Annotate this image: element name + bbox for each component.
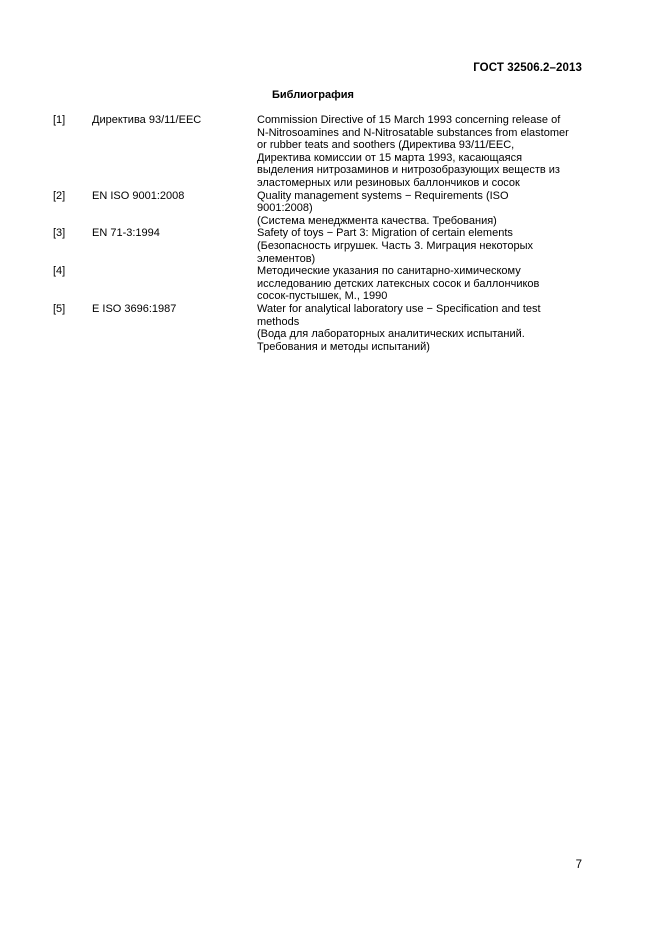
entry-code: Директива 93/11/EEC <box>92 114 202 126</box>
bibliography-list <box>53 114 583 353</box>
entry-description: Quality management systems − Requirements (ISO 9001:2008) (Система менеджмента качества. Требования) <box>257 189 509 227</box>
entry-description: Water for analytical laboratory use − Specification and test methods (Вода для лабораторных аналитических испытаний. Требования и методы испытаний) <box>257 302 541 353</box>
page-number: 7 <box>575 859 582 871</box>
entry-description: Методические указания по санитарно-химическому исследованию детских латексных сосок и баллончиков сосок-пустышек, М., 1990 <box>257 265 540 303</box>
entry-number: [4] <box>53 265 66 278</box>
bibliography-entry <box>53 114 583 190</box>
bibliography-title: Библиография <box>272 89 354 101</box>
entry-number: [2] <box>53 189 66 202</box>
bibliography-entry <box>53 303 583 353</box>
entry-number: [1] <box>53 114 66 126</box>
bibliography-entry <box>53 265 583 303</box>
entry-code: EN 71-3:1994 <box>92 227 160 240</box>
entry-number: [5] <box>53 302 66 315</box>
standard-code: ГОСТ 32506.2–2013 <box>473 62 582 74</box>
bibliography-entry <box>53 190 583 228</box>
entry-description: Safety of toys − Part 3: Migration of certain elements (Безопасность игрушек. Часть 3. Миграция некоторых элементов) <box>257 227 533 265</box>
entry-number: [3] <box>53 227 66 240</box>
entry-code: EN ISO 9001:2008 <box>92 189 185 202</box>
bibliography-entry <box>53 227 583 265</box>
entry-description: Commission Directive of 15 March 1993 concerning release of N-Nitrosoamines and N-Nitrosatable substances from elastomer or rubber teats and soothers (Директива 93/11/EEC, Директива комиссии от 15 марта 1993, касающаяся выделения нитрозаминов и нитрозобразующих веществ из эластомерных или резиновых баллончиков и сосок <box>257 114 569 189</box>
entry-code: E ISO 3696:1987 <box>92 302 177 315</box>
